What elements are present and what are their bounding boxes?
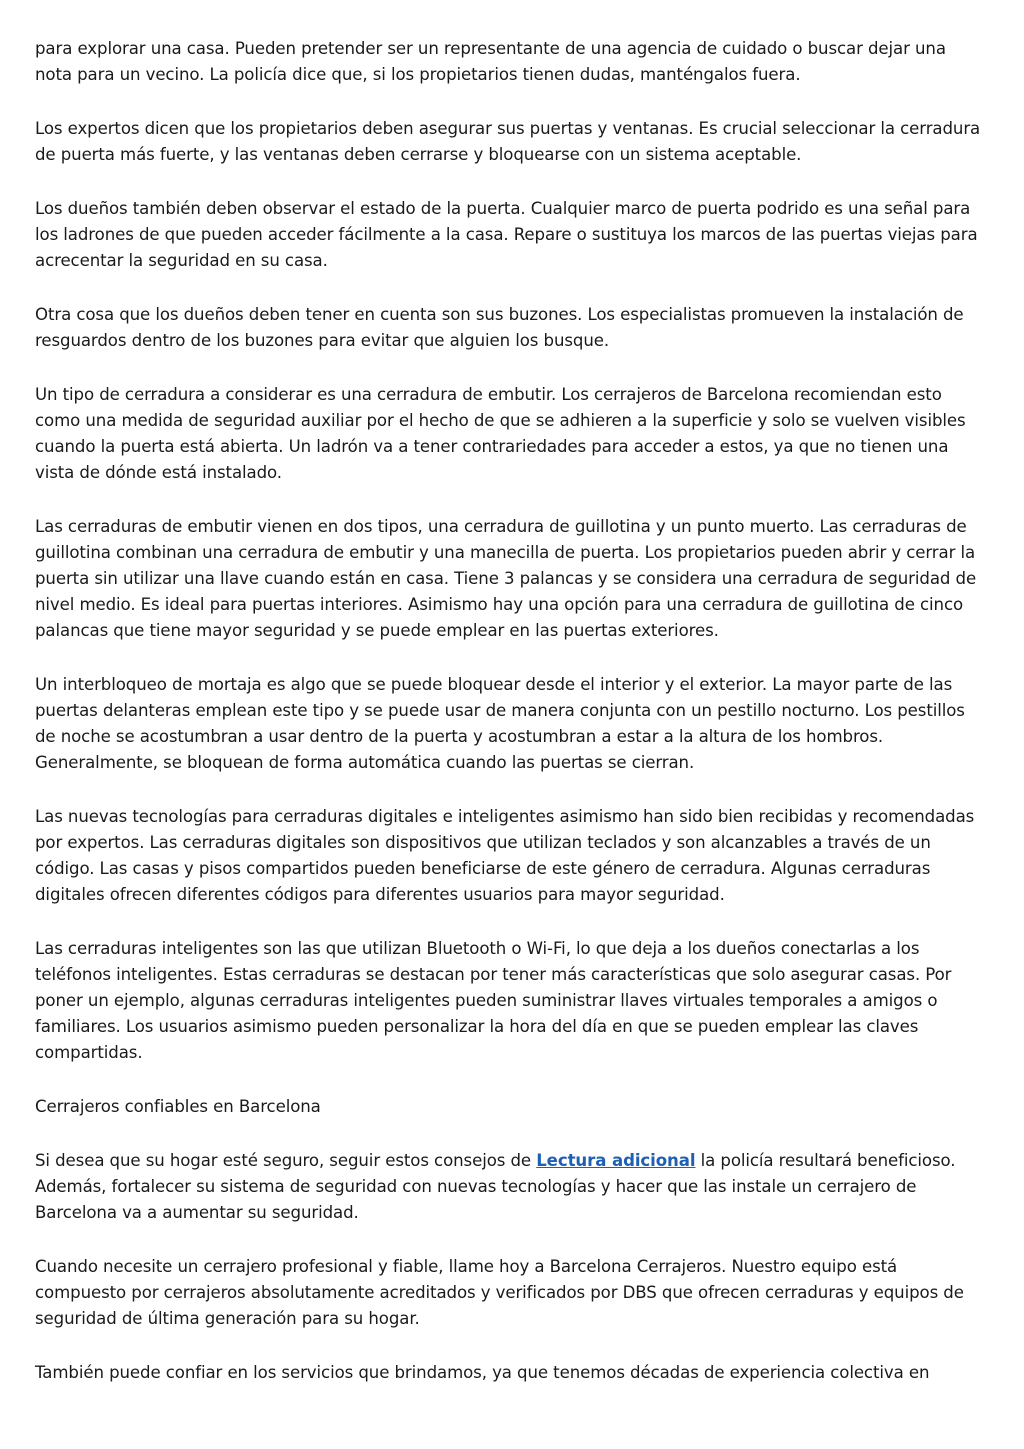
paragraph-11-text-after: la policía resultará beneficioso. Además, fortalecer su sistema de seguridad con nuevas tecnologías y hacer que las instale un cerrajero de Barcelona va a aumentar su seguridad.	[35, 1151, 956, 1222]
document-body	[35, 36, 985, 1414]
paragraph-9: Las cerraduras inteligentes son las que utilizan Bluetooth o Wi-Fi, lo que deja a los dueños conectarlas a los teléfonos inteligentes. Estas cerraduras se destacan por tener más características que solo asegurar casas. Por poner un ejemplo, algunas cerraduras inteligentes pueden suministrar llaves virtuales temporales a amigos o familiares. Los usuarios asimismo pueden personalizar la hora del día en que se pueden emplear las claves compartidas.	[35, 939, 952, 1062]
paragraph-5: Un tipo de cerradura a considerar es una cerradura de embutir. Los cerrajeros de Barcelona recomiendan esto como una medida de seguridad auxiliar por el hecho de que se adhieren a la superficie y solo se vuelven visibles cuando la puerta está abierta. Un ladrón va a tener contrariedades para acceder a estos, ya que no tienen una vista de dónde está instalado.	[35, 385, 966, 482]
further-reading-link[interactable]: Lectura adicional	[536, 1151, 696, 1170]
paragraph-3: Los dueños también deben observar el estado de la puerta. Cualquier marco de puerta podrido es una señal para los ladrones de que pueden acceder fácilmente a la casa. Repare o sustituya los marcos de las puertas viejas para acrecentar la seguridad en su casa.	[35, 199, 978, 270]
paragraph-11-text-before: Si desea que su hogar esté seguro, seguir estos consejos de	[35, 1151, 537, 1170]
paragraph-1: para explorar una casa. Pueden pretender ser un representante de una agencia de cuidado o buscar dejar una nota para un vecino. La policía dice que, si los propietarios tienen dudas, manténgalos fuera.	[35, 39, 946, 84]
section-heading: Cerrajeros confiables en Barcelona	[35, 1097, 321, 1116]
paragraph-2: Los expertos dicen que los propietarios deben asegurar sus puertas y ventanas. Es crucial seleccionar la cerradura de puerta más fuerte, y las ventanas deben cerrarse y bloquearse con un sistema aceptable.	[35, 119, 981, 164]
paragraph-4: Otra cosa que los dueños deben tener en cuenta son sus buzones. Los especialistas promueven la instalación de resguardos dentro de los buzones para evitar que alguien los busque.	[35, 305, 964, 350]
paragraph-6: Las cerraduras de embutir vienen en dos tipos, una cerradura de guillotina y un punto muerto. Las cerraduras de guillotina combinan una cerradura de embutir y una manecilla de puerta. Los propietarios pueden abrir y cerrar la puerta sin utilizar una llave cuando están en casa. Tiene 3 palancas y se considera una cerradura de seguridad de nivel medio. Es ideal para puertas interiores. Asimismo hay una opción para una cerradura de guillotina de cinco palancas que tiene mayor seguridad y se puede emplear en las puertas exteriores.	[35, 517, 977, 640]
paragraph-13: También puede confiar en los servicios que brindamos, ya que tenemos décadas de experiencia colectiva en	[35, 1363, 930, 1382]
paragraph-11	[35, 1148, 985, 1226]
paragraph-8: Las nuevas tecnologías para cerraduras digitales e inteligentes asimismo han sido bien recibidas y recomendadas por expertos. Las cerraduras digitales son dispositivos que utilizan teclados y son alcanzables a través de un código. Las casas y pisos compartidos pueden beneficiarse de este género de cerradura. Algunas cerraduras digitales ofrecen diferentes códigos para diferentes usuarios para mayor seguridad.	[35, 807, 975, 904]
paragraph-7: Un interbloqueo de mortaja es algo que se puede bloquear desde el interior y el exterior. La mayor parte de las puertas delanteras emplean este tipo y se puede usar de manera conjunta con un pestillo nocturno. Los pestillos de noche se acostumbran a usar dentro de la puerta y acostumbran a estar a la altura de los hombros. Generalmente, se bloquean de forma automática cuando las puertas se cierran.	[35, 675, 965, 772]
paragraph-12: Cuando necesite un cerrajero profesional y fiable, llame hoy a Barcelona Cerrajeros. Nuestro equipo está compuesto por cerrajeros absolutamente acreditados y verificados por DBS que ofrecen cerraduras y equipos de seguridad de última generación para su hogar.	[35, 1257, 964, 1328]
